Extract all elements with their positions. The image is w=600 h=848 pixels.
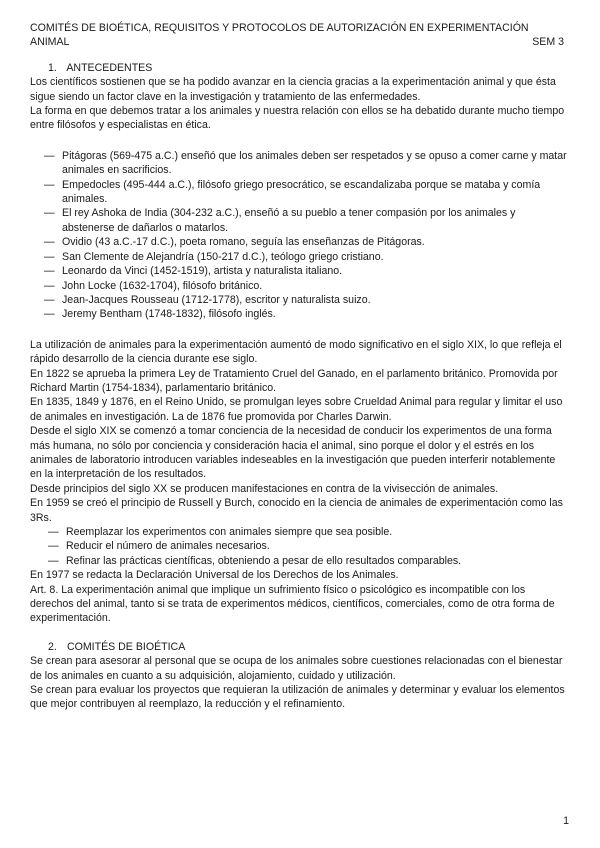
- paragraph: En 1959 se creó el principio de Russell y Burch, conocido en la ciencia de animales de experimentación como las 3Rs.: [30, 497, 563, 524]
- history-paragraphs: [30, 338, 570, 525]
- antecedentes-intro: [30, 75, 570, 133]
- paragraph: La utilización de animales para la experimentación aumentó de modo significativo en el siglo XIX, lo que refleja el rápido desarrollo de la ciencia durante ese siglo.: [30, 338, 562, 366]
- paragraph: En 1822 se aprueba la primera Ley de Tratamiento Cruel del Ganado, en el parlamento británico. Promovida por Richard Martin (1754-1834), parlamentario británico.: [30, 367, 558, 394]
- philosophers-list: [30, 149, 570, 322]
- list-item: — San Clemente de Alejandría (150-217 d.C.), teólogo griego cristiano.: [30, 250, 570, 264]
- document-header: [30, 21, 570, 50]
- three-rs-list: [30, 525, 570, 568]
- paragraph: En 1835, 1849 y 1876, en el Reino Unido, se promulgan leyes sobre Crueldad Animal para regular y limitar el uso de animales en investigación. La de 1876 fue promovida por Charles Darwin.: [30, 396, 563, 423]
- paragraph: La forma en que debemos tratar a los animales y nuestra relación con ellos se ha debatido durante mucho tiempo entre filósofos y especialistas en ética.: [30, 105, 565, 132]
- paragraph: Los científicos sostienen que se ha podido avanzar en la ciencia gracias a la experimentación animal y que ésta sigue siendo un factor clave en la investigación y tratamiento de las enfermedades.: [30, 76, 556, 103]
- paragraph: En 1977 se redacta la Declaración Universal de los Derechos de los Animales.: [30, 569, 399, 582]
- list-item: — John Locke (1632-1704), filósofo británico.: [30, 279, 570, 293]
- closing-paragraphs: [30, 568, 570, 626]
- list-item: — Refinar las prácticas científicas, obteniendo a pesar de ello resultados comparables.: [30, 554, 570, 568]
- paragraph: Se crean para asesorar al personal que se ocupa de los animales sobre cuestiones relacionadas con el bienestar de los animales en cuanto a su adquisición, alojamiento, cuidado y utilización.: [30, 655, 563, 682]
- paragraph: Desde el siglo XIX se comenzó a tomar conciencia de la necesidad de conducir los experimentos de una forma más humana, no sólo por conciencia y consideración hacia el animal, sino porque el dolor y el estrés en los animales de laboratorio introducen variables indeseables en la investigación que pueden interferir notablemente en la interpretación de los resultados.: [30, 425, 556, 481]
- list-item: — Jeremy Bentham (1748-1832), filósofo inglés.: [30, 307, 570, 321]
- list-item: — Empedocles (495-444 a.C.), filósofo griego presocrático, se escandalizaba porque se mataba y comía animales.: [30, 178, 570, 207]
- list-item: — Leonardo da Vinci (1452-1519), artista y naturalista italiano.: [30, 264, 570, 278]
- section-title: COMITÉS DE BIOÉTICA: [66, 640, 186, 653]
- document-page: [30, 21, 570, 712]
- page-number: 1: [563, 815, 569, 827]
- list-item: — El rey Ashoka de India (304-232 a.C.), enseñó a su pueblo a tener compasión por los animales y abstenerse de dañarlos o matarlos.: [30, 206, 570, 235]
- paragraph: Se crean para evaluar los proyectos que requieran la utilización de animales y determinar y evaluar los elementos que mejor contribuyen al reemplazo, la reducción y el refinamiento.: [30, 684, 565, 711]
- week-label: SEM 3: [532, 36, 564, 49]
- section-number: 2.: [48, 640, 57, 653]
- paragraph: Art. 8. La experimentación animal que implique un sufrimiento físico o psicológico es incompatible con los derechos del animal, tanto si se trata de experimentos médicos, científicos, comerciales, como de otra forma de experimentación.: [30, 583, 555, 625]
- list-item: — Pitágoras (569-475 a.C.) enseñó que los animales deben ser respetados y se opuso a comer carne y matar animales en sacrificios.: [30, 149, 570, 178]
- list-item: — Ovidio (43 a.C.-17 d.C.), poeta romano, seguía las enseñanzas de Pitágoras.: [30, 235, 570, 249]
- document-title: COMITÉS DE BIOÉTICA, REQUISITOS Y PROTOCOLOS DE AUTORIZACIÓN EN EXPERIMENTACIÓN: [30, 22, 529, 34]
- comites-paragraphs: [30, 654, 570, 712]
- paragraph: Desde principios del siglo XX se producen manifestaciones en contra de la vivisección de animales.: [30, 482, 499, 495]
- section-heading-antecedentes: [30, 61, 570, 75]
- list-item: — Reducir el número de animales necesarios.: [30, 539, 570, 553]
- section-number: 1.: [48, 61, 57, 74]
- list-item: — Jean-Jacques Rousseau (1712-1778), escritor y naturalista suizo.: [30, 293, 570, 307]
- section-title: ANTECEDENTES: [66, 61, 153, 74]
- document-title-continuation: ANIMAL: [30, 36, 70, 49]
- list-item: — Reemplazar los experimentos con animales siempre que sea posible.: [30, 525, 570, 539]
- section-heading-comites: [30, 640, 570, 654]
